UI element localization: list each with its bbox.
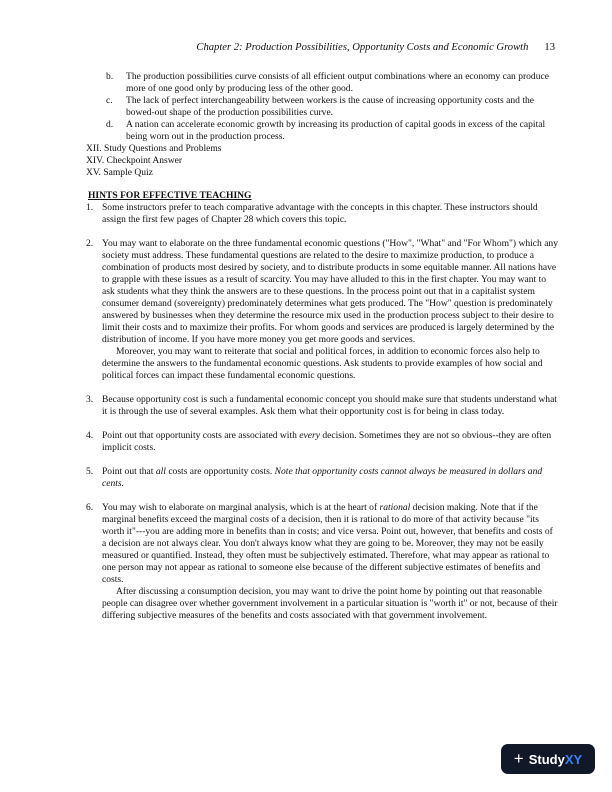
hint-number: 1. [86,202,94,213]
section-study-questions: XII. Study Questions and Problems [86,143,222,154]
hint-text-continued: After discussing a consumption decision, you may want to drive the point home by pointing out that reasonable people can disagree over whether government involvement in a particular situation is "worth it" or not, because of their differing subjective measures of the benefits and costs associated with that government involvement. [102,586,558,621]
emphasis: every [299,430,320,441]
hint-text [102,502,558,586]
section-checkpoint-answer: XIV. Checkpoint Answer [86,155,183,166]
hint-item-3 [88,394,558,418]
hints-heading: HINTS FOR EFFECTIVE TEACHING [88,190,252,201]
hint-text-end: costs are opportunity costs. [165,466,275,477]
hint-text: You may want to elaborate on the three fundamental economic questions ("How", "What" and "For Whom") which any society must address. These fundamental questions are related to the desire to maximize production, to produce a combination of products most desired by society, and to distribute products in some equitable manner. All nations have to grapple with these issues as a result of scarcity. You may have alluded to this in the first chapter. You may want to ask students what they think the answers are to these questions. In the process point out that in a capitalist system consumer demand (sovereignty) predominately determines what gets produced. The "How" question is predominately answered by businesses when they determine the resource mix used in the production process subject to their desire to limit their costs and to maximize their profits. For whom goods and services are produced is largely determined by the distribution of income. If you have more money you get more goods and services. [102,238,558,345]
italic-note: Note that opportunity costs cannot always be measured in dollars and cents. [102,466,543,489]
hint-number: 5. [86,466,94,477]
plus-icon: + [513,749,524,768]
sub-item-text: The lack of perfect interchangeability between workers is the cause of increasing opportunity costs and the bowed-out shape of the production possibilities curve. [126,95,534,118]
hint-number: 4. [86,430,94,441]
hint-text-start: Point out that opportunity costs are associated with [102,430,300,441]
logo-text-study: Study [528,751,565,767]
hint-number: 3. [86,394,94,405]
hint-text-start: Point out that [102,466,156,477]
chapter-title: Chapter 2: Production Possibilities, Opportunity Costs and Economic Growth [196,42,529,53]
sub-item-d [88,119,558,143]
hint-number: 6. [86,502,94,513]
sub-item-b [88,71,558,95]
hint-number: 2. [86,238,94,249]
hint-text-end: decision. Sometimes they are not so obvious--they are often implicit costs. [102,430,552,453]
hint-item-1 [88,202,558,226]
sub-item-c [88,95,558,119]
sub-item-text: The production possibilities curve consists of all efficient output combinations where an economy can produce more of one good only by producing less of the other good. [126,71,549,94]
sub-item-label: d. [106,119,114,130]
hint-text-continued: Moreover, you may want to reiterate that social and political forces, in addition to economic forces also help to determine the answers to the fundamental economic questions. Ask students to provide examples of how social and political forces can impact these fundamental economic questions. [102,346,543,381]
hint-item-2 [88,238,558,382]
sub-item-label: b. [106,71,114,82]
hint-item-6 [88,502,558,622]
logo-text-xy: XY [564,751,583,767]
page-body [88,71,558,634]
hint-item-4 [88,430,558,454]
hint-item-5 [88,466,558,490]
section-sample-quiz: XV. Sample Quiz [86,167,153,178]
sub-item-text: A nation can accelerate economic growth by increasing its production of capital goods in excess of the capital being worn out in the production process. [126,119,546,142]
hint-text-end: decision making. Note that if the marginal benefits exceed the marginal costs of a decision, then it is rational to do more of that activity because "its worth it"---you are adding more in benefits than in costs; and vice versa. Point out, however, that benefits and costs of a decision are not always clear. You don't always know what they are going to be. Moreover, they may not be easily measured or quantified. Instead, they often must be subjectively estimated. Therefore, what may appear as rational to one person may not appear as rational to someone else because of the different subjective estimates of benefits and costs. [102,502,553,585]
hint-text: Some instructors prefer to teach comparative advantage with the concepts in this chapter. These instructors should assign the first few pages of Chapter 28 which covers this topic. [102,202,538,225]
page-number: 13 [544,42,555,53]
hint-text-start: You may wish to elaborate on marginal analysis, which is at the heart of [102,502,380,513]
emphasis: rational [379,502,411,513]
hint-text [102,466,558,490]
hint-text: Because opportunity cost is such a fundamental economic concept you should make sure that students understand what it is through the use of several examples. Ask them what their opportunity cost is for being in class today. [102,394,557,417]
sub-item-label: c. [106,95,113,106]
studyxy-logo [501,744,595,774]
running-header [0,42,555,53]
hint-text [102,430,558,454]
emphasis: all [155,466,166,477]
